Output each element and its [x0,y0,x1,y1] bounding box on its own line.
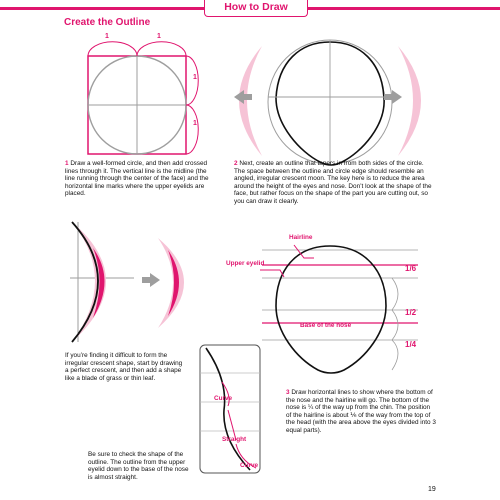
fraction-quarter: 1/4 [405,340,417,349]
measure-label-top-left: 1 [105,33,109,40]
header-title: How to Draw [224,1,288,13]
fraction-sixth: 1/6 [405,264,417,273]
label-curve-2: Curve [240,462,259,469]
measure-label-top-right: 1 [157,33,161,40]
label-upper-eyelid: Upper eyelid [226,260,265,267]
label-hairline: Hairline [289,234,313,241]
check-text: Be sure to check the shape of the outline. The outline from the upper eyelid down to the base of the nose is almost straight. [88,451,189,481]
step3-text: 3 Draw horizontal lines to show where the bottom of the nose and the hairline will go. The bottom of the nose is ¼ of the way up from the chin. The position of the hairline is about ⅙ of the way from the top of the head (with the area above the eyes divided into 3 equal parts). [286,389,436,434]
measure-label-right-top: 1 [193,74,197,81]
crescent-tip-text: If you’re finding it difficult to form the irregular crescent shape, start by drawing a perfect crescent, and then add a shape like a blade of grass or thin leaf. [65,352,183,382]
step1-text: 1 Draw a well-formed circle, and then add crossed lines through it. The vertical line is the midline (the line running through the center of the face) and the horizontal line marks where the upper eyelids are placed. [65,160,209,198]
label-base-of-nose: Base of the nose [300,322,352,329]
step2-text: 2 Next, create an outline that tapers in from both sides of the circle. The space between the outline and circle edge should resemble an angled, irregular crescent moon. The key here is to reduce the area around the height of the eyes and nose. Don’t look at the shape of the face, but rather focus on the shape of the part you are cutting out, so you can draw it clearly. [234,160,432,205]
page-number: 19 [428,486,436,493]
label-curve-1: Curve [214,395,233,402]
section-title: Create the Outline [64,17,151,28]
fraction-half: 1/2 [405,308,417,317]
measure-label-right-bottom: 1 [193,120,197,127]
label-straight: Straight [222,436,247,443]
